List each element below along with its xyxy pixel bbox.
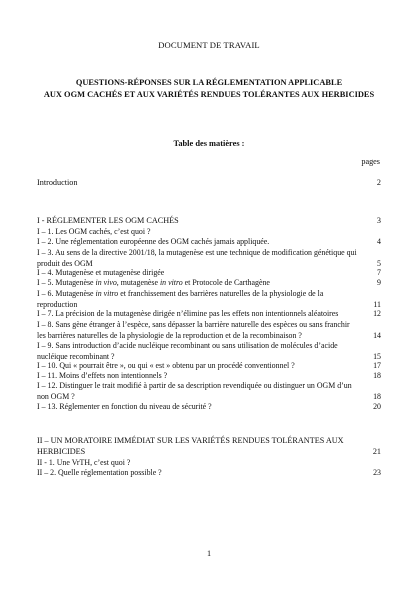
toc-entry-page: 5 xyxy=(377,258,381,268)
toc-entry-text: I - RÉGLEMENTER LES OGM CACHÉS xyxy=(37,216,179,225)
toc-entry-text: II - 1. Une VrTH, c’est quoi ? xyxy=(37,458,131,467)
pages-column-label: pages xyxy=(361,157,380,166)
toc-entry-text: II – UN MORATOIRE IMMÉDIAT SUR LES VARIÉTÉS RENDUES TOLÉRANTES AUX HERBICIDES xyxy=(37,436,344,456)
toc-section-1[interactable] xyxy=(37,216,381,227)
toc-entry-page: 20 xyxy=(373,402,381,411)
toc-entry-text: I – 12. Distinguer le trait modifié à partir de sa description revendiquée ou distinguer un OGM d’un non OGM ? xyxy=(37,381,352,401)
toc-entry-i-11[interactable] xyxy=(37,371,381,382)
toc-entry-page: 15 xyxy=(373,351,381,361)
toc-entry-i-7[interactable] xyxy=(37,309,381,320)
toc-entry-i-13[interactable] xyxy=(37,402,381,413)
toc-entry-text-part: I – 5. Mutagenèse xyxy=(37,278,96,287)
toc-entry-text: I – 3. Au sens de la directive 2001/18, la mutagenèse est une technique de modification génétique qui produit des OGM xyxy=(37,248,357,268)
toc-entry-page: 4 xyxy=(377,237,381,246)
toc-entry-ii-1[interactable] xyxy=(37,458,381,469)
toc-entry-text-part: et franchissement des barrières naturelles de la physiologie de la reproduction xyxy=(37,289,324,309)
toc-section-2[interactable] xyxy=(37,436,381,457)
toc-entry-i-1[interactable] xyxy=(37,227,381,238)
toc-entry-text: I – 13. Réglementer en fonction du niveau de sécurité ? xyxy=(37,402,212,411)
toc-entry-text: I – 11. Moins d’effets non intentionnels ? xyxy=(37,371,168,380)
toc-entry-text: I – 9. Sans introduction d’acide nucléique recombinant ou sans utilisation de molécules d’acide nucléique recombinant ? xyxy=(37,341,338,361)
toc-entry-text-italic: in vitro xyxy=(95,289,119,298)
toc-entry-text-part: I – 6. Mutagenèse xyxy=(37,289,96,298)
toc-entry-i-9[interactable] xyxy=(37,341,381,362)
toc-entry-text: I – 7. La précision de la mutagenèse dirigée n’élimine pas les effets non intentionnels aléatoires xyxy=(37,309,339,318)
toc-entry-text xyxy=(37,289,381,310)
toc-entry-page: 3 xyxy=(376,216,381,225)
toc-entry-text: I – 1. Les OGM cachés, c’est quoi ? xyxy=(37,227,151,236)
toc-entry-text: I – 8. Sans gène étranger à l’espèce, sans dépasser la barrière naturelle des espèces ou sans franchir les barrières naturelles de la physiologie de la reproduction et de la recombinaison ? xyxy=(37,320,350,340)
toc-entry-i-10[interactable] xyxy=(37,361,381,372)
toc-entry-ii-2[interactable] xyxy=(37,468,381,479)
document-label: DOCUMENT DE TRAVAIL xyxy=(158,40,260,50)
toc-entry-page: 23 xyxy=(373,468,381,477)
toc-entry-text xyxy=(37,278,381,289)
title-line-2: AUX OGM CACHÉS ET AUX VARIÉTÉS RENDUES TOLÉRANTES AUX HERBICIDES xyxy=(43,89,375,99)
page-number: 1 xyxy=(206,549,212,558)
title-line-1: QUESTIONS-RÉPONSES SUR LA RÉGLEMENTATION APPLICABLE xyxy=(75,78,343,87)
toc-entry-page: 2 xyxy=(376,178,381,187)
toc-entry-i-3[interactable] xyxy=(37,248,381,269)
toc-entry-page: 18 xyxy=(373,391,381,401)
toc-entry-text: I – 2. Une réglementation européenne des OGM cachés jamais appliquée. xyxy=(37,237,270,246)
toc-entry-text-italic: in vitro xyxy=(159,278,183,287)
toc-entry-text-part: et Protocole de Carthagène xyxy=(182,278,270,287)
toc-entry-text-part: , mutagenèse xyxy=(116,278,160,287)
toc-entry-text: I – 10. Qui « pourrait être », ou qui « est » obtenu par un procédé conventionnel ? xyxy=(37,361,295,370)
toc-entry-page: 7 xyxy=(377,268,381,277)
toc-entry-introduction[interactable] xyxy=(37,178,381,189)
toc-entry-page: 17 xyxy=(373,361,381,370)
toc-entry-page: 21 xyxy=(372,446,381,456)
toc-entry-i-12[interactable] xyxy=(37,381,381,402)
toc-entry-page: 11 xyxy=(373,299,381,309)
toc-entry-i-2[interactable] xyxy=(37,237,381,248)
toc-entry-i-5[interactable] xyxy=(37,278,381,289)
toc-entry-page: 14 xyxy=(373,330,381,340)
document-title xyxy=(30,77,388,100)
toc-heading: Table des matières : xyxy=(173,139,245,148)
toc-entry-text-italic: in vivo xyxy=(95,278,117,287)
toc-entry-text: I – 4. Mutagenèse et mutagenèse dirigée xyxy=(37,268,165,277)
toc-entry-page: 9 xyxy=(377,278,381,287)
toc-entry-text: Introduction xyxy=(37,178,78,187)
toc-entry-page: 18 xyxy=(373,371,381,380)
toc-entry-i-4[interactable] xyxy=(37,268,381,279)
toc-entry-page: 12 xyxy=(373,309,381,318)
toc-entry-i-6[interactable] xyxy=(37,289,381,310)
toc-entry-text: II – 2. Quelle réglementation possible ? xyxy=(37,468,162,477)
toc-entry-i-8[interactable] xyxy=(37,320,381,341)
